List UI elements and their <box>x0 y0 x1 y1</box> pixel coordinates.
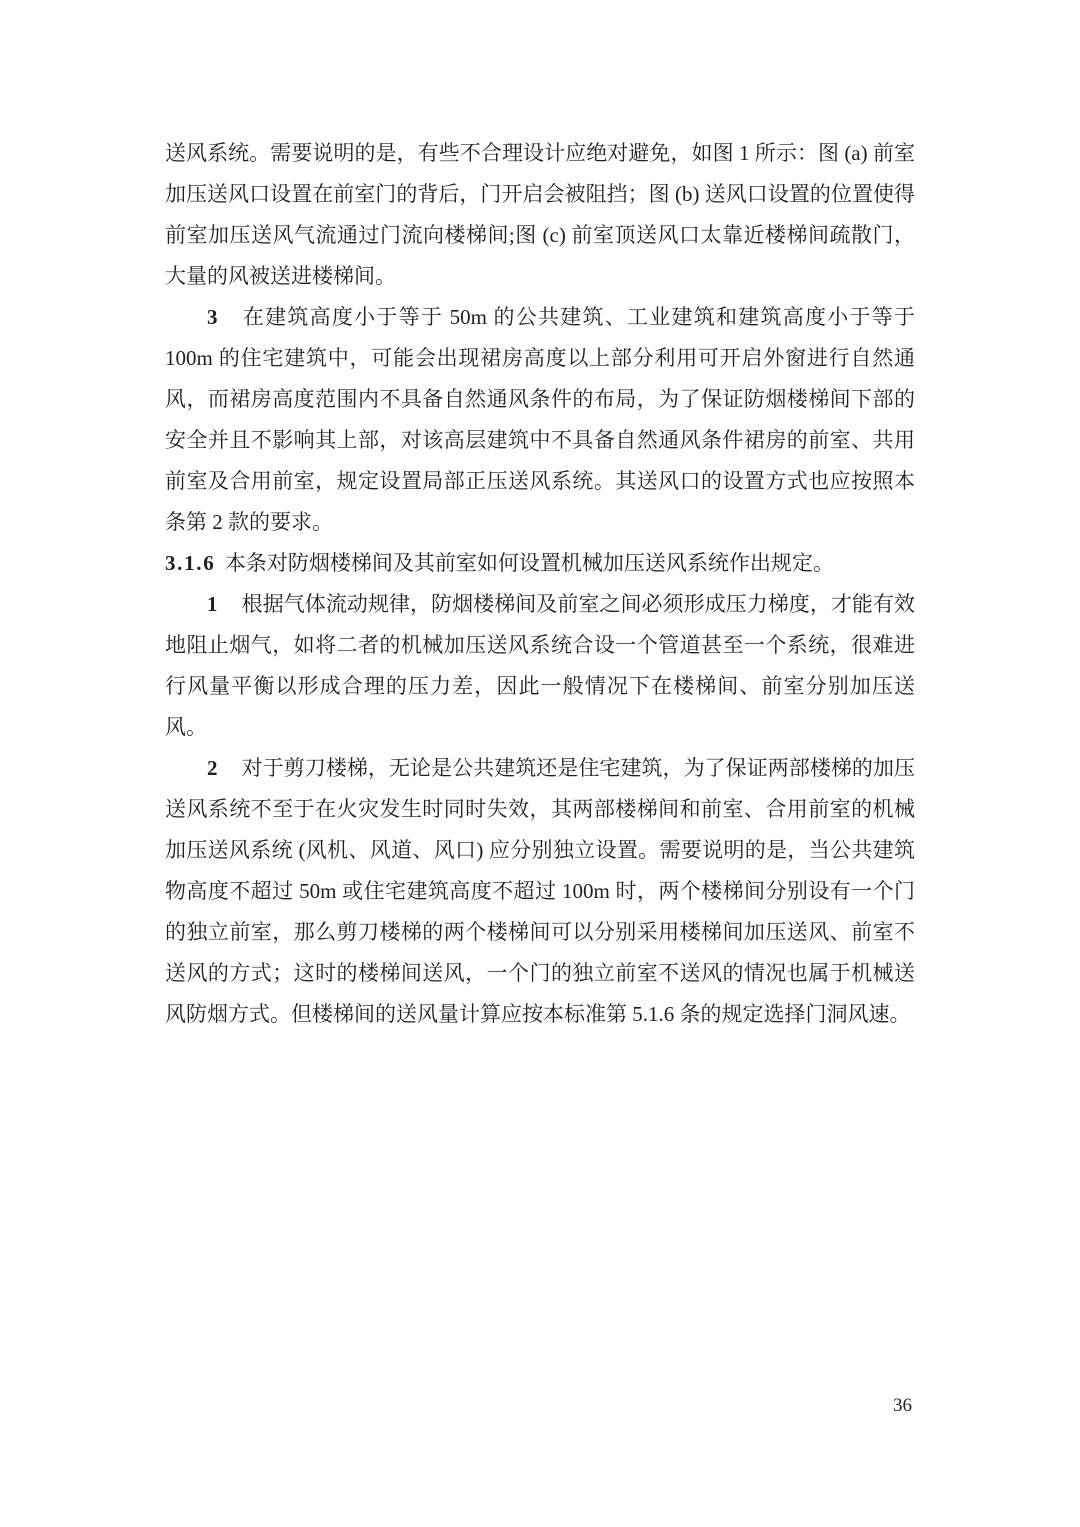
paragraph-clause-3-1-6 <box>165 543 915 584</box>
paragraph-item-3 <box>165 297 915 543</box>
item-number-label: 3 <box>207 305 218 329</box>
paragraph-text: 对于剪刀楼梯，无论是公共建筑还是住宅建筑，为了保证两部楼梯的加压送风系统不至于在火灾发生时同时失效，其两部楼梯间和前室、合用前室的机械加压送风系统 (风机、风道、风口) 应分别独立设置。需要说明的是，当公共建筑物高度不超过 50m 或住宅建筑高度不超过 100m 时，两个楼梯间分别设有一个门的独立前室，那么剪刀楼梯的两个楼梯间可以分别采用楼梯间加压送风、前室不送风的方式；这时的楼梯间送风，一个门的独立前室不送风的情况也属于机械送风防烟方式。但楼梯间的送风量计算应按本标准第 5.1.6 条的规定选择门洞风速。 <box>165 756 915 1026</box>
paragraph-text: 在建筑高度小于等于 50m 的公共建筑、工业建筑和建筑高度小于等于 100m 的住宅建筑中，可能会出现裙房高度以上部分利用可开启外窗进行自然通风，而裙房高度范围内不具备自然通风条件的布局，为了保证防烟楼梯间下部的安全并且不影响其上部，对该高层建筑中不具备自然通风条件裙房的前室、共用前室及合用前室，规定设置局部正压送风系统。其送风口的设置方式也应按照本条第 2 款的要求。 <box>165 305 915 534</box>
item-number-label: 2 <box>207 756 218 780</box>
page-body-text <box>165 133 915 1035</box>
paragraph-item-1 <box>165 584 915 748</box>
paragraph-continuation <box>165 133 915 297</box>
item-number-label: 1 <box>207 592 218 616</box>
paragraph-text: 根据气体流动规律，防烟楼梯间及前室之间必须形成压力梯度，才能有效地阻止烟气，如将二者的机械加压送风系统合设一个管道甚至一个系统，很难进行风量平衡以形成合理的压力差，因此一般情况下在楼梯间、前室分别加压送风。 <box>165 592 915 739</box>
page-number: 36 <box>893 1395 912 1416</box>
paragraph-text: 本条对防烟楼梯间及其前室如何设置机械加压送风系统作出规定。 <box>224 551 834 575</box>
clause-number-label: 3.1.6 <box>165 551 216 575</box>
paragraph-item-2 <box>165 748 915 1035</box>
paragraph-text: 送风系统。需要说明的是，有些不合理设计应绝对避免，如图 1 所示：图 (a) 前室加压送风口设置在前室门的背后，门开启会被阻挡；图 (b) 送风口设置的位置使得前室加压送风气流通过门流向楼梯间;图 (c) 前室顶送风口太靠近楼梯间疏散门，大量的风被送进楼梯间。 <box>165 141 915 288</box>
